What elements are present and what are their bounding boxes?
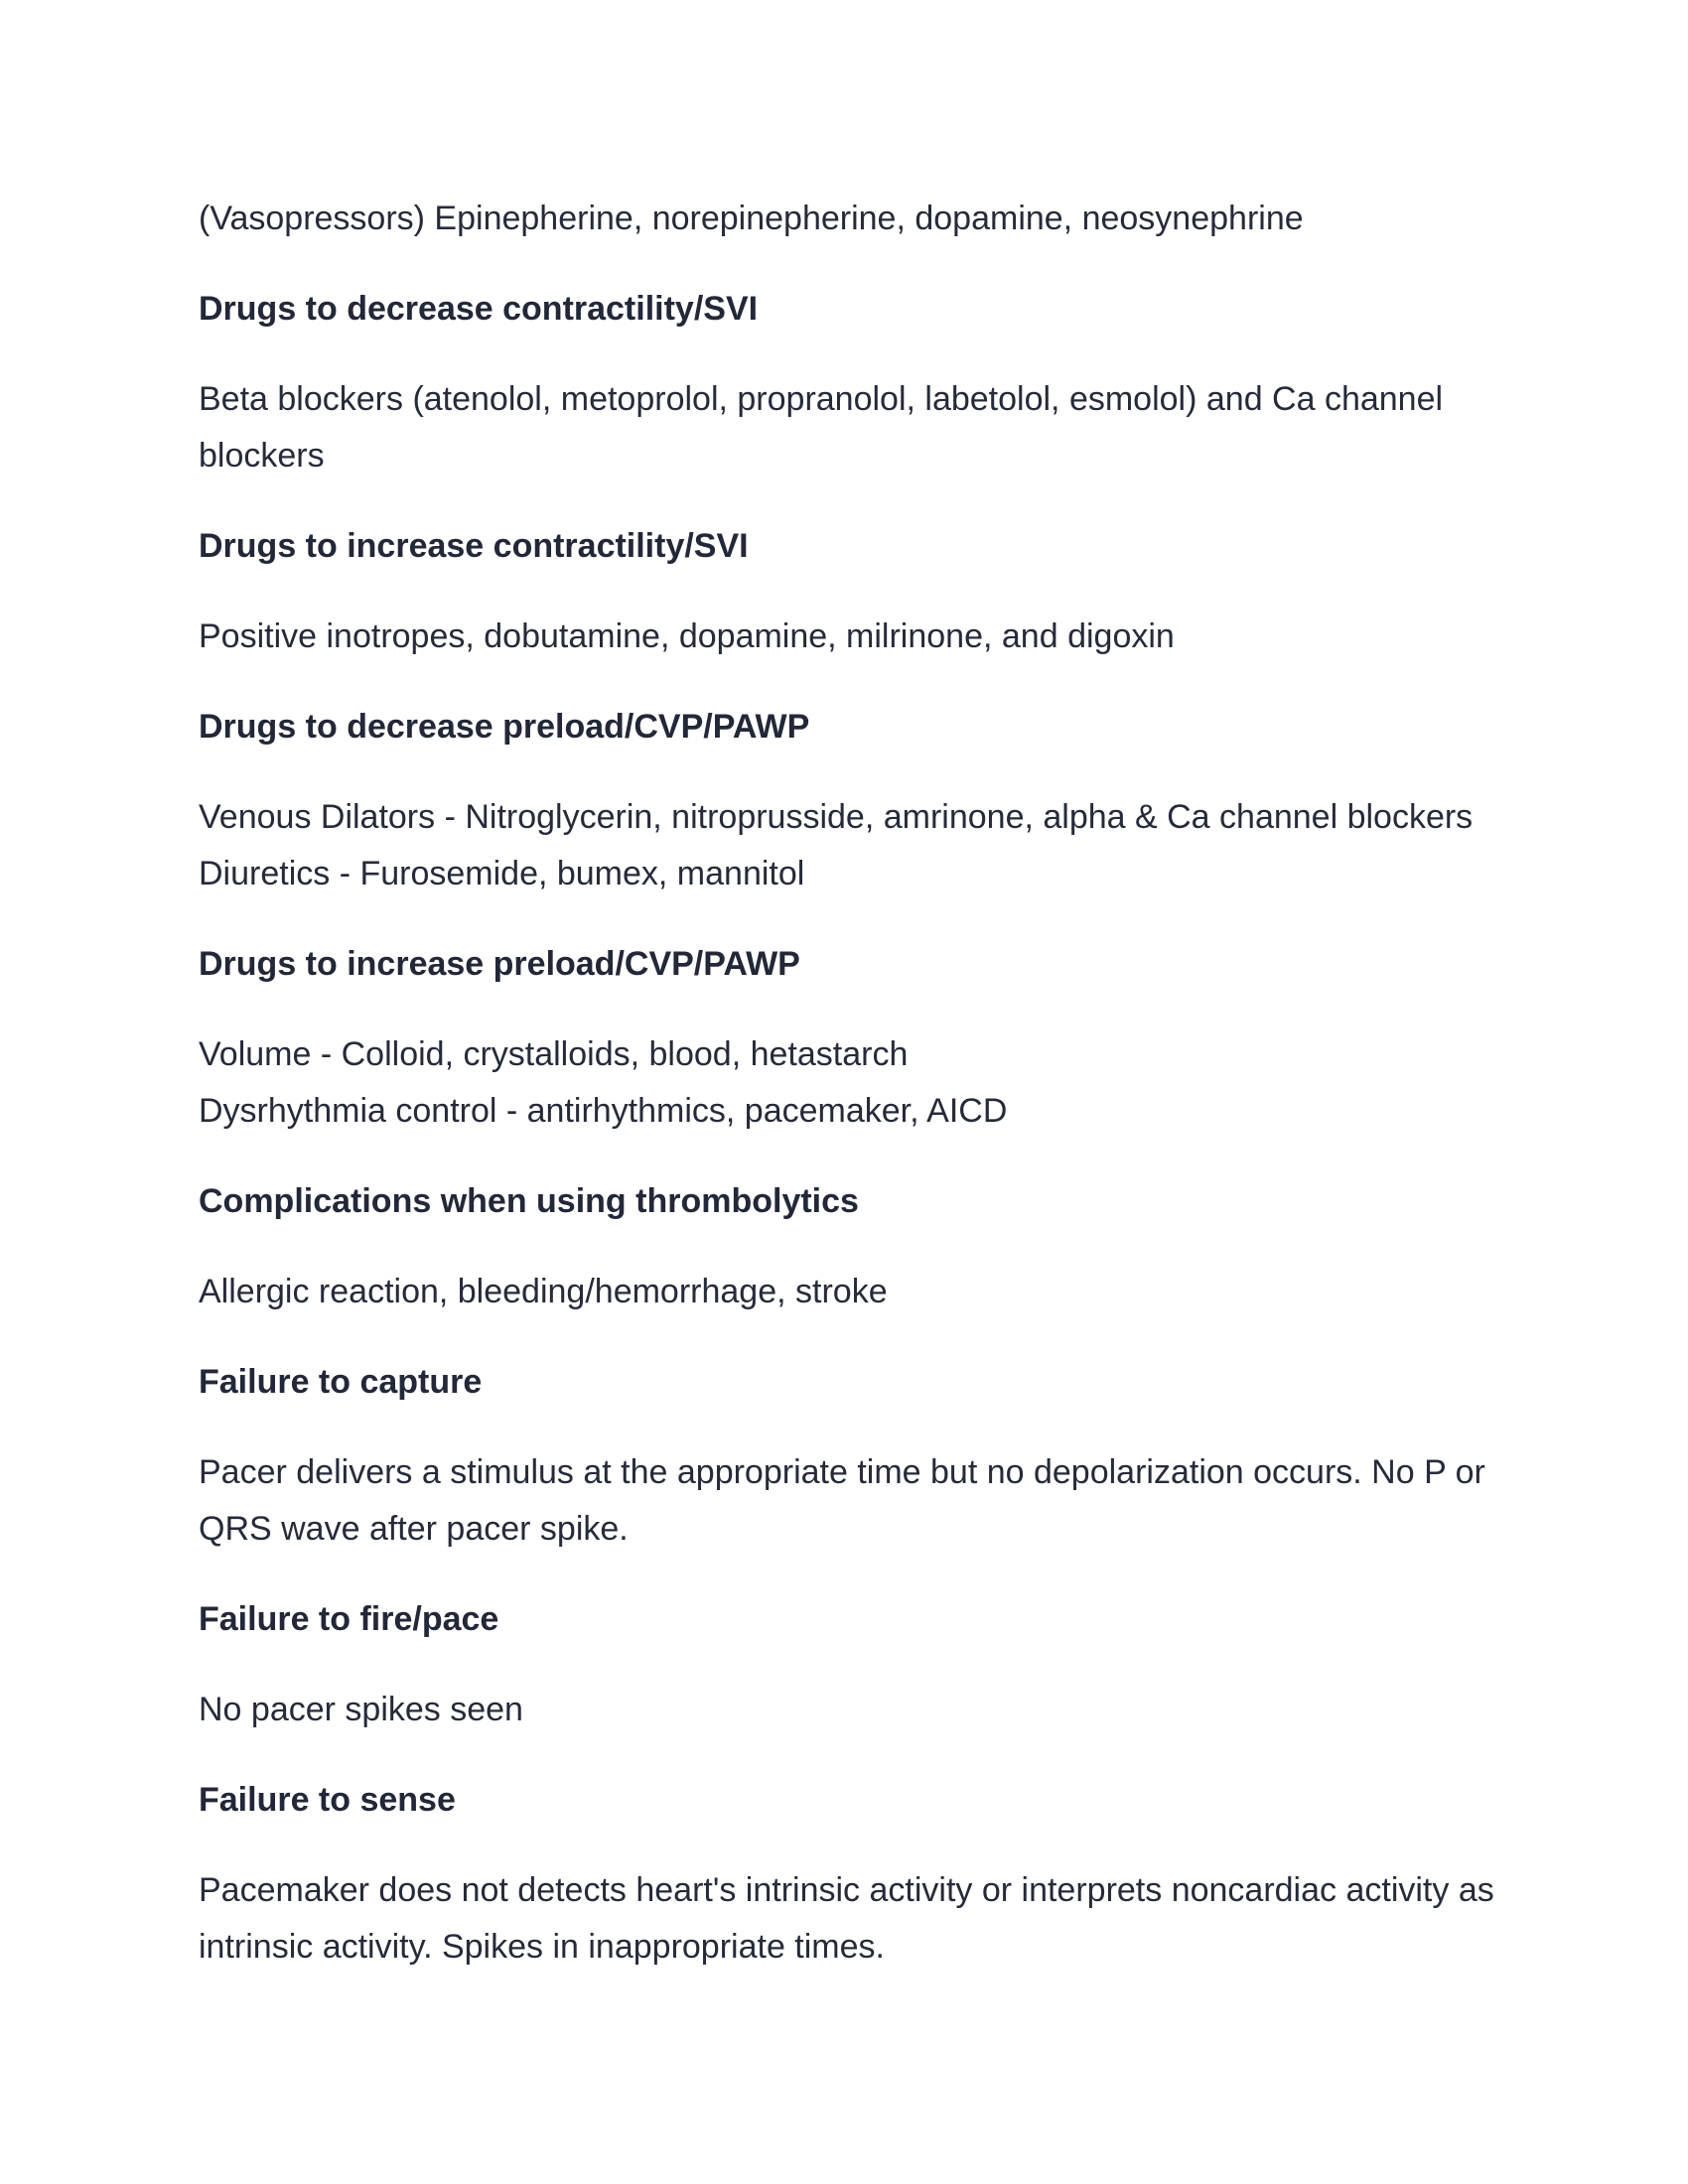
heading-increase-preload: Drugs to increase preload/CVP/PAWP	[199, 945, 800, 983]
text-line: Allergic reaction, bleeding/hemorrhage, stroke	[199, 1273, 888, 1310]
heading-thrombolytics: Complications when using thrombolytics	[199, 1182, 859, 1220]
text-line: intrinsic activity. Spikes in inappropriate times.	[199, 1928, 885, 1966]
increase-contractility-text	[199, 609, 1489, 665]
decrease-contractility-text	[199, 371, 1489, 484]
increase-preload-text	[199, 1026, 1489, 1140]
heading-failure-to-capture: Failure to capture	[199, 1363, 483, 1401]
vasopressors-text	[199, 191, 1489, 247]
failure-to-capture-text	[199, 1444, 1489, 1558]
heading-decrease-contractility: Drugs to decrease contractility/SVI	[199, 290, 759, 328]
heading-failure-to-sense: Failure to sense	[199, 1781, 456, 1819]
text-line: Pacemaker does not detects heart's intrinsic activity or interprets noncardiac activity as	[199, 1871, 1494, 1909]
failure-to-sense-text	[199, 1862, 1494, 1976]
document-page	[199, 191, 1494, 2009]
text-line: (Vasopressors) Epinepherine, norepinepherine, dopamine, neosynephrine	[199, 200, 1304, 237]
text-line: Volume - Colloid, crystalloids, blood, hetastarch	[199, 1035, 909, 1073]
text-line: No pacer spikes seen	[199, 1691, 523, 1728]
heading-decrease-preload: Drugs to decrease preload/CVP/PAWP	[199, 708, 810, 746]
heading-failure-to-fire: Failure to fire/pace	[199, 1600, 499, 1638]
text-line: Diuretics - Furosemide, bumex, mannitol	[199, 855, 805, 892]
text-line: Pacer delivers a stimulus at the appropriate time but no depolarization occurs. No P or	[199, 1453, 1485, 1491]
thrombolytics-text	[199, 1264, 1489, 1320]
decrease-preload-text	[199, 789, 1489, 902]
text-line: QRS wave after pacer spike.	[199, 1510, 629, 1548]
text-line: Positive inotropes, dobutamine, dopamine, milrinone, and digoxin	[199, 617, 1175, 655]
text-line: Dysrhythmia control - antirhythmics, pacemaker, AICD	[199, 1092, 1008, 1130]
text-line: Beta blockers (atenolol, metoprolol, propranolol, labetolol, esmolol) and Ca channel	[199, 380, 1444, 418]
text-line: Venous Dilators - Nitroglycerin, nitroprusside, amrinone, alpha & Ca channel blockers	[199, 798, 1474, 836]
heading-increase-contractility: Drugs to increase contractility/SVI	[199, 527, 749, 565]
failure-to-fire-text	[199, 1682, 1489, 1738]
text-line: blockers	[199, 437, 325, 475]
